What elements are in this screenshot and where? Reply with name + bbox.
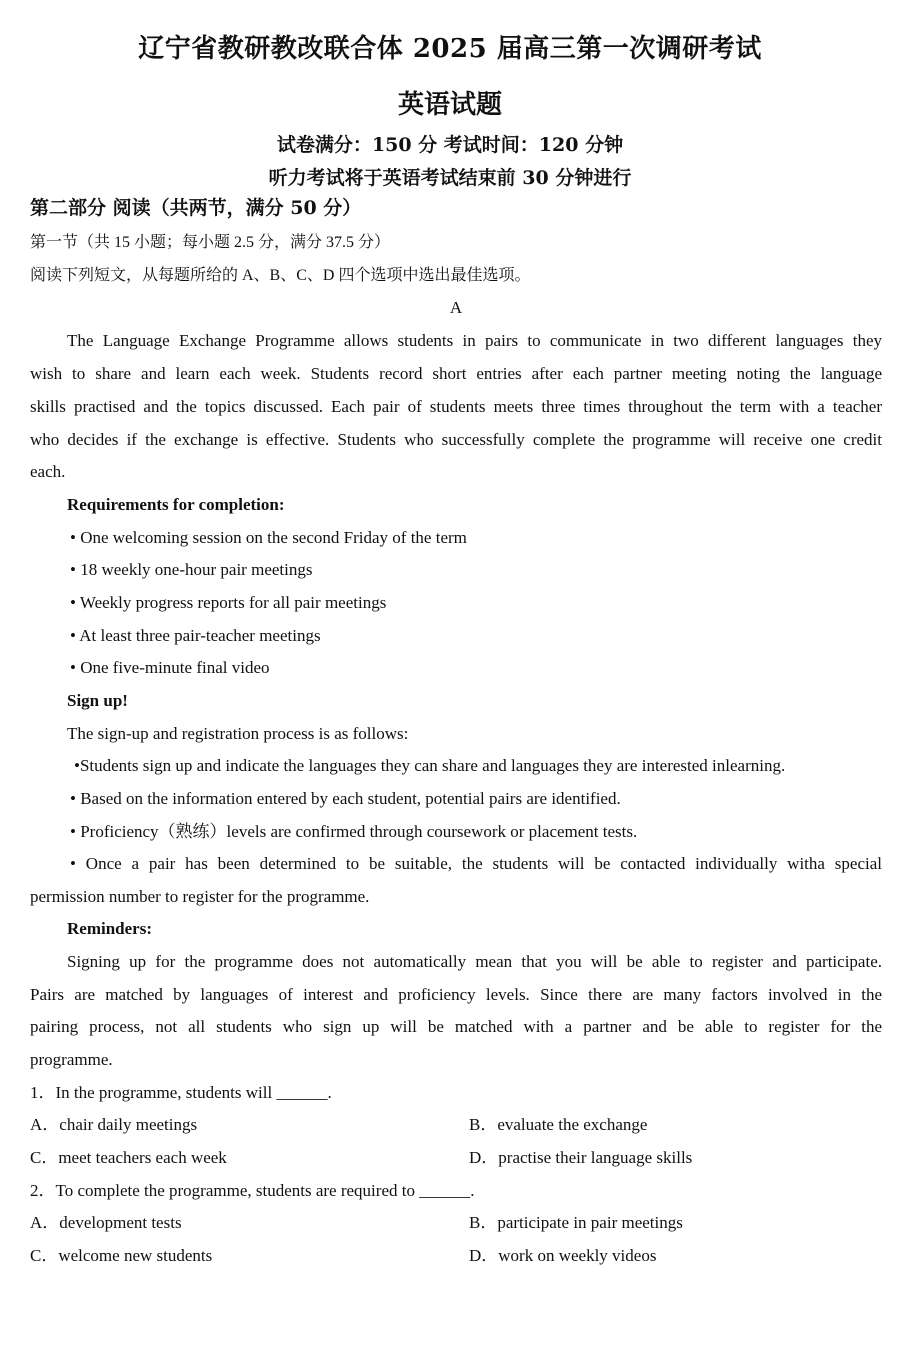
option-d: D．practise their language skills: [469, 1148, 693, 1167]
subsection-heading: 第一节（共 15 小题；每小题 2.5 分，满分 37.5 分）: [30, 234, 391, 251]
option-b: B．participate in pair meetings: [469, 1213, 683, 1232]
instruction-text: 阅读下列短文，从每题所给的 A、B、C、D 四个选项中选出最佳选项。: [30, 267, 531, 284]
reminder-line: Signing up for the programme does not automatically mean that you will be able to register and participate.: [67, 952, 882, 971]
signup-step: • Proficiency（熟练）levels are confirmed through coursework or placement tests.: [70, 822, 638, 841]
option-a: A．chair daily meetings: [30, 1115, 198, 1134]
passage-line: The Language Exchange Programme allows students in pairs to communicate in two different languages they: [67, 331, 882, 350]
reminder-line: programme.: [30, 1050, 113, 1069]
option-c: C．meet teachers each week: [30, 1148, 227, 1167]
reminder-line: Pairs are matched by languages of interest and proficiency levels. Since there are many factors involved in the: [30, 985, 882, 1004]
score-time-line: 试卷满分：150 分 考试时间：120 分钟: [276, 134, 624, 156]
requirement-item: • One five-minute final video: [70, 658, 270, 677]
section-heading: 第二部分 阅读（共两节，满分 50 分）: [30, 197, 362, 219]
option-c: C．welcome new students: [30, 1246, 213, 1265]
signup-step: • Once a pair has been determined to be suitable, the students will be contacted individually witha special: [70, 854, 882, 873]
question-stem: 2．To complete the programme, students are required to ______.: [30, 1181, 475, 1200]
option-d: D．work on weekly videos: [469, 1246, 657, 1265]
listening-note: 听力考试将于英语考试结束前 30 分钟进行: [268, 167, 632, 189]
subject-title: 英语试题: [397, 90, 502, 120]
exam-title: 辽宁省教研教改联合体 2025 届高三第一次调研考试: [138, 34, 762, 64]
reminder-line: pairing process, not all students who sign up will be matched with a partner and be able to register for the: [30, 1017, 882, 1036]
requirement-item: • Weekly progress reports for all pair meetings: [70, 593, 387, 612]
passage-line: each.: [30, 462, 66, 481]
signup-intro: The sign-up and registration process is as follows:: [67, 724, 409, 743]
signup-step: • Based on the information entered by each student, potential pairs are identified.: [70, 789, 621, 808]
passage-line: wish to share and learn each week. Students record short entries after each partner meeting noting the language: [30, 364, 882, 383]
requirements-heading: Requirements for completion:: [67, 495, 285, 514]
passage-line: who decides if the exchange is effective. Students who successfully complete the programme will receive one credit: [30, 430, 882, 449]
option-b: B．evaluate the exchange: [469, 1115, 648, 1134]
reminders-heading: Reminders:: [67, 919, 152, 938]
signup-step-continued: permission number to register for the programme.: [30, 887, 370, 906]
signup-heading: Sign up!: [67, 691, 128, 710]
passage-label: A: [449, 298, 463, 317]
signup-step: •Students sign up and indicate the languages they can share and languages they are interested inlearning.: [74, 756, 786, 775]
requirement-item: • At least three pair-teacher meetings: [70, 626, 321, 645]
requirement-item: • 18 weekly one-hour pair meetings: [70, 560, 313, 579]
question-stem: 1．In the programme, students will ______.: [30, 1083, 332, 1102]
requirement-item: • One welcoming session on the second Friday of the term: [70, 528, 467, 547]
option-a: A．development tests: [30, 1213, 182, 1232]
passage-line: skills practised and the topics discussed. Each pair of students meets three times throughout the term with a teacher: [30, 397, 882, 416]
